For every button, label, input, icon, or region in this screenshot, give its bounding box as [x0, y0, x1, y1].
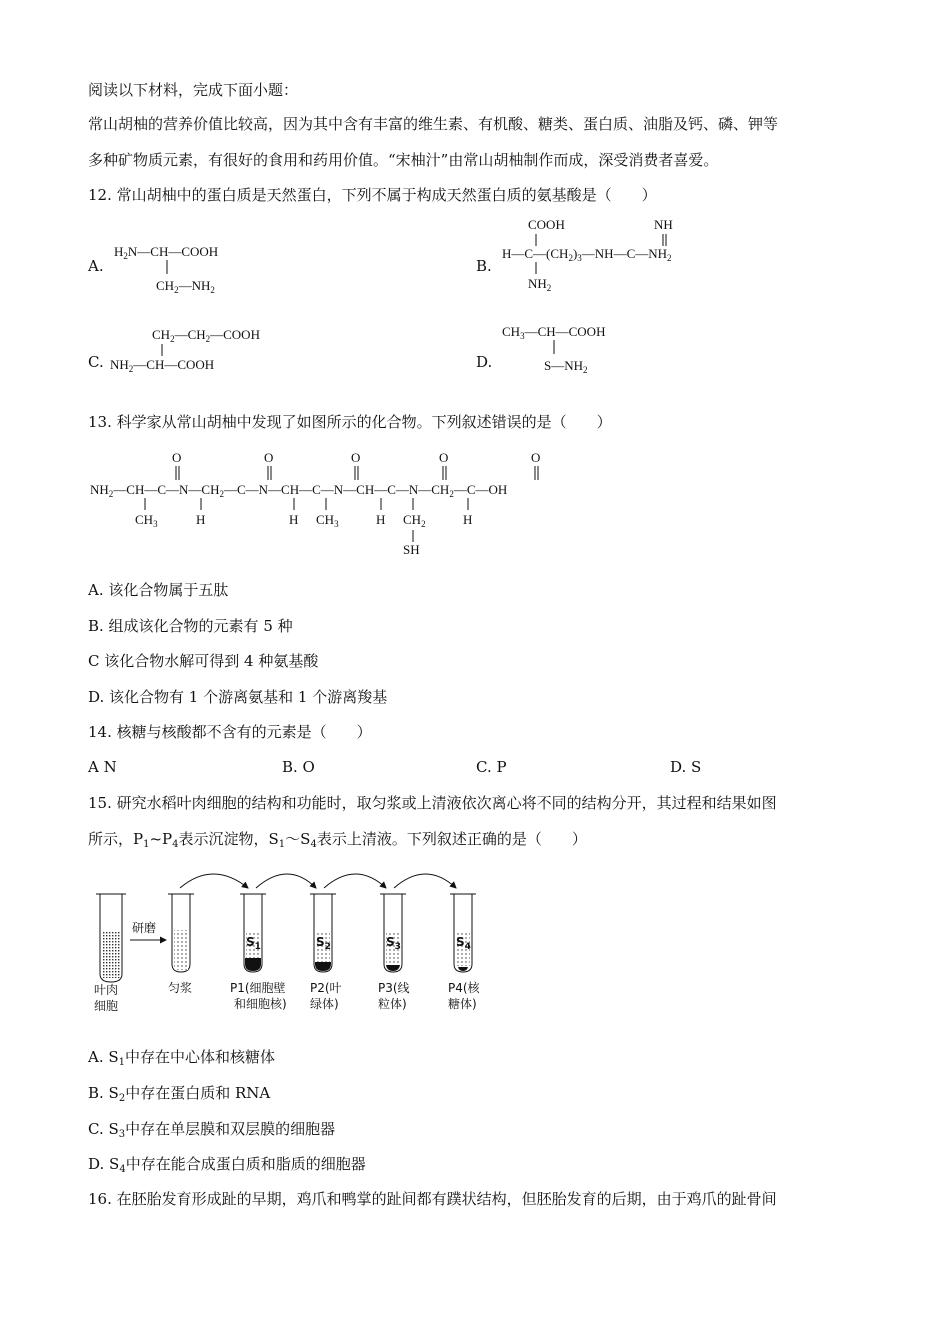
q13-option-a[interactable]: A. 该化合物属于五肽: [88, 581, 229, 599]
svg-text:H: H: [463, 512, 473, 527]
tube-s2: [310, 894, 336, 972]
svg-text:O: O: [264, 450, 274, 465]
svg-text:糖体): 糖体): [448, 997, 477, 1011]
svg-text:研磨: 研磨: [132, 921, 157, 935]
q12-option-b-label[interactable]: B.: [476, 257, 492, 275]
svg-text:细胞: 细胞: [94, 999, 119, 1013]
svg-text:O: O: [172, 450, 182, 465]
q12-option-c-label[interactable]: C.: [88, 353, 104, 371]
q15-option-d[interactable]: D. $S_4$中存在能合成蛋白质和脂质的细胞器: [88, 1155, 366, 1175]
svg-text:O: O: [439, 450, 449, 465]
svg-text:CH3—CH—COOH: $CH_3—CH—COOH$: [502, 324, 606, 341]
svg-text:匀浆: 匀浆: [168, 981, 193, 995]
svg-text:S2: $S_2$: [316, 935, 331, 952]
svg-text:S3: $S_3$: [386, 935, 401, 952]
svg-text:S1: $S_1$: [246, 935, 261, 952]
material-line-1: 常山胡柚的营养价值比较高，因为其中含有丰富的维生素、有机酸、糖类、蛋白质、油脂及钙、磷、钾等: [88, 115, 779, 133]
q13-option-c[interactable]: C 该化合物水解可得到 4 种氨基酸: [88, 652, 319, 670]
tube-s1: [240, 894, 266, 972]
svg-text:H: H: [376, 512, 386, 527]
q12-stem: 12. 常山胡柚中的蛋白质是天然蛋白，下列不属于构成天然蛋白质的氨基酸是（ ）: [88, 186, 657, 204]
tube-leaf-cells: [96, 894, 126, 982]
q13-option-d[interactable]: D. 该化合物有 1 个游离氨基和 1 个游离羧基: [88, 688, 388, 706]
svg-text:O: O: [351, 450, 361, 465]
svg-text:H: H: [289, 512, 299, 527]
q15-stem-line-2: 所示，$P_1\sim P_4$表示沉淀物，$S_1\sim S_4$表示上清液。下列叙述正确的是（ ）: [88, 830, 587, 850]
instruction: 阅读以下材料，完成下面小题：: [88, 81, 299, 99]
q14-stem: 14. 核糖与核酸都不含有的元素是（ ）: [88, 723, 372, 741]
q12-option-d-structure: [498, 318, 658, 378]
svg-text:NH2: $NH_2$: [528, 276, 552, 293]
svg-text:P4(核: P4(核: [448, 981, 480, 995]
svg-text:NH2—CH—COOH: $NH_2—CH—COOH$: [110, 357, 215, 374]
tube-s4: [450, 894, 476, 972]
q12-option-c-structure: [108, 322, 298, 382]
svg-text:S—NH2: $S—NH_2$: [544, 358, 588, 375]
q15-centrifuge-figure: [88, 860, 508, 1020]
svg-text:NH2—CH—C—N—CH2—C—N—CH—C—N—CH—C: $NH_2—CH—C—N—CH_2—C—N—CH—C—N—CH—C—N—CH_2—C—OH$: [90, 482, 508, 499]
q12-option-a-structure: [110, 238, 260, 298]
q12-option-a-label[interactable]: A.: [88, 257, 104, 275]
tube-s3: [380, 894, 406, 972]
svg-text:P1(细胞壁: P1(细胞壁: [230, 981, 286, 995]
q15-option-a[interactable]: A. $S_1$中存在中心体和核糖体: [88, 1048, 276, 1068]
q14-option-c[interactable]: C. P: [476, 758, 507, 776]
q14-option-a[interactable]: A N: [88, 758, 117, 776]
svg-text:CH2—CH2—COOH: $CH_2—CH_2—COOH$: [152, 327, 260, 344]
svg-text:P2(叶: P2(叶: [310, 981, 342, 995]
tube-homogenate: [168, 894, 194, 972]
svg-text:CH3: $CH_3$: [316, 512, 339, 529]
svg-text:CH2: $CH_2$: [403, 512, 426, 529]
svg-text:H—C—(CH2)3—NH—C—NH2: $H—C—(CH_2)_3—NH—C—NH_2$: [502, 246, 672, 263]
q15-option-c[interactable]: C. $S_3$中存在单层膜和双层膜的细胞器: [88, 1120, 336, 1140]
svg-text:粒体): 粒体): [378, 997, 407, 1011]
svg-text:COOH: COOH: [528, 217, 565, 232]
q13-peptide-structure: [88, 448, 608, 560]
q12-option-d-label[interactable]: D.: [476, 353, 493, 371]
svg-text:绿体): 绿体): [310, 997, 339, 1011]
q15-option-b[interactable]: B. $S_2$中存在蛋白质和 RNA: [88, 1084, 271, 1104]
svg-text:叶肉: 叶肉: [94, 983, 119, 997]
svg-text:H: H: [196, 512, 206, 527]
svg-text:H2N—CH—COOH: $H_2N—CH—COOH$: [114, 244, 219, 261]
svg-text:O: O: [531, 450, 541, 465]
q12-option-b-structure: [498, 212, 728, 298]
svg-text:和细胞核): 和细胞核): [234, 997, 287, 1011]
svg-text:SH: SH: [403, 542, 420, 557]
q14-option-b[interactable]: B. O: [282, 758, 315, 776]
svg-text:P3(线: P3(线: [378, 981, 410, 995]
q14-option-d[interactable]: D. S: [670, 758, 702, 776]
q13-stem: 13. 科学家从常山胡柚中发现了如图所示的化合物。下列叙述错误的是（ ）: [88, 413, 612, 431]
q15-stem-line-1: 15. 研究水稻叶肉细胞的结构和功能时，取匀浆或上清液依次离心将不同的结构分开，其过程和结果如图: [88, 794, 777, 812]
svg-text:S4: $S_4$: [456, 935, 471, 952]
q16-stem: 16. 在胚胎发育形成趾的早期，鸡爪和鸭掌的趾间都有蹼状结构，但胚胎发育的后期，由于鸡爪的趾骨间: [88, 1190, 777, 1208]
svg-text:CH2—NH2: $CH_2—NH_2$: [156, 278, 215, 295]
svg-text:NH: NH: [654, 217, 673, 232]
svg-text:CH3: $CH_3$: [135, 512, 158, 529]
material-line-2: 多种矿物质元素，有很好的食用和药用价值。“宋柚汁”由常山胡柚制作而成，深受消费者喜爱。: [88, 151, 719, 169]
q13-option-b[interactable]: B. 组成该化合物的元素有 5 种: [88, 617, 293, 635]
